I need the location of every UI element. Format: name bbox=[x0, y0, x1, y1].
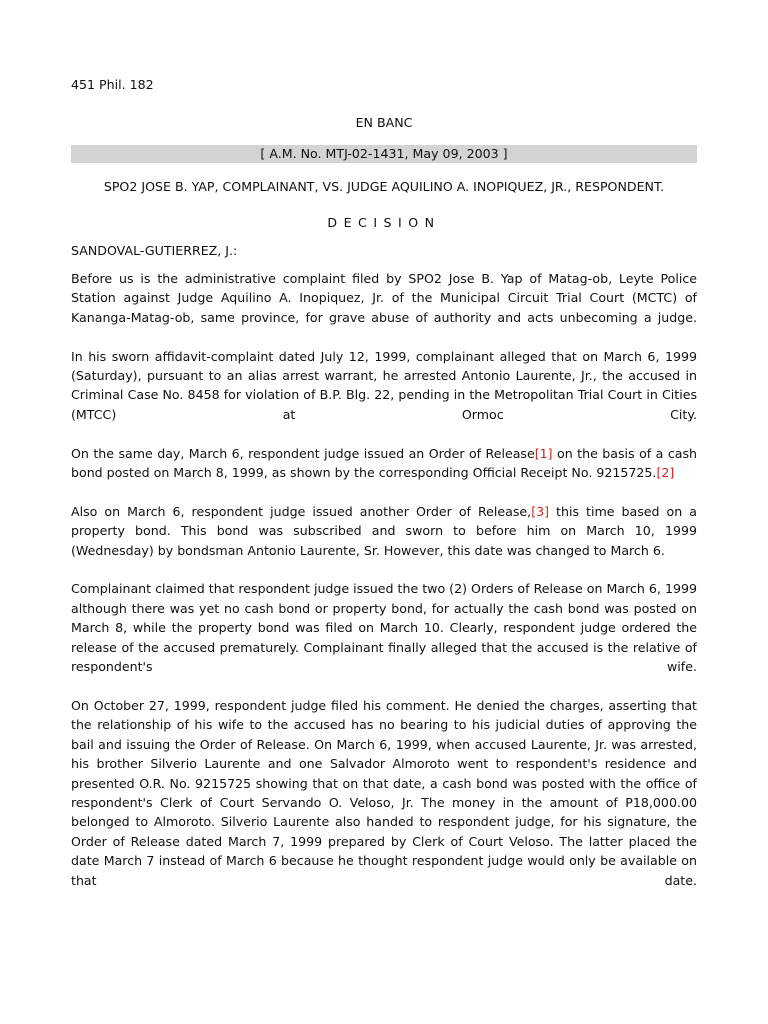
decision-document bbox=[71, 75, 697, 909]
case-parties: SPO2 JOSE B. YAP, COMPLAINANT, VS. JUDGE AQUILINO A. INOPIQUEZ, JR., RESPONDENT. bbox=[103, 178, 665, 194]
paragraph-3 bbox=[71, 444, 697, 483]
paragraph-6: On October 27, 1999, respondent judge filed his comment. He denied the charges, asserting that the relationship of his wife to the accused has no bearing to his judicial duties of approving the bail and issuing the Order of Release. On March 6, 1999, when accused Laurente, Jr. was arrested, his brother Silverio Laurente and one Salvador Almoroto went to respondent's residence and presented O.R. No. 9215725 showing that on that date, a cash bond was posted with the office of respondent's Clerk of Court Servando O. Veloso, Jr. The money in the amount of P18,000.00 belonged to Almoroto. Silverio Laurente also handed to respondent judge, for his signature, the Order of Release dated March 7, 1999 prepared by Clerk of Court Veloso. The latter placed the date March 7 instead of March 6 because he thought respondent judge would only be available on that date. bbox=[71, 697, 697, 888]
paragraph-4-text-b: this time based on a property bond. This bond was subscribed and sworn to before him on March 10, 1999 (Wednesday) by bondsman Antonio Laurente, Sr. However, this date was changed to March 6. bbox=[71, 503, 697, 558]
paragraph-2: In his sworn affidavit-complaint dated July 12, 1999, complainant alleged that on March 6, 1999 (Saturday), pursuant to an alias arrest warrant, he arrested Antonio Laurente, Jr., the accused in Criminal Case No. 8458 for violation of B.P. Blg. 22, pending in the Metropolitan Trial Court in Cities (MTCC) at Ormoc City. bbox=[71, 348, 697, 422]
paragraph-4-text-a: Also on March 6, respondent judge issued another Order of Release, bbox=[71, 503, 532, 519]
footnote-link-1[interactable]: [1] bbox=[534, 445, 553, 461]
ponente: SANDOVAL-GUTIERREZ, J.: bbox=[71, 242, 238, 258]
paragraph-4 bbox=[71, 502, 697, 560]
footnote-link-3[interactable]: [3] bbox=[531, 503, 550, 519]
decision-heading: DECISION bbox=[327, 215, 441, 231]
paragraph-3-text-a: On the same day, March 6, respondent judge issued an Order of Release bbox=[71, 445, 535, 461]
paragraph-3-text-b: on the basis of a cash bond posted on March 8, 1999, as shown by the corresponding Official Receipt No. 9215725. bbox=[71, 445, 698, 481]
paragraph-1: Before us is the administrative complaint filed by SPO2 Jose B. Yap of Matag-ob, Leyte Police Station against Judge Aquilino A. Inopiquez, Jr. of the Municipal Circuit Trial Court (MCTC) of Kananga-Matag-ob, same province, for grave abuse of authority and acts unbecoming a judge. bbox=[71, 271, 697, 325]
division-heading: EN BANC bbox=[355, 115, 413, 131]
paragraph-5: Complainant claimed that respondent judge issued the two (2) Orders of Release on March 6, 1999 although there was yet no cash bond or property bond, for actually the cash bond was posted on March 8, while the property bond was filed on March 10. Clearly, respondent judge ordered the release of the accused prematurely. Complainant finally alleged that the accused is the relative of respondent's wife. bbox=[71, 581, 697, 675]
footnote-link-2[interactable]: [2] bbox=[656, 465, 675, 481]
case-number-banner: [ A.M. No. MTJ-02-1431, May 09, 2003 ] bbox=[71, 145, 697, 163]
citation: 451 Phil. 182 bbox=[71, 77, 154, 92]
